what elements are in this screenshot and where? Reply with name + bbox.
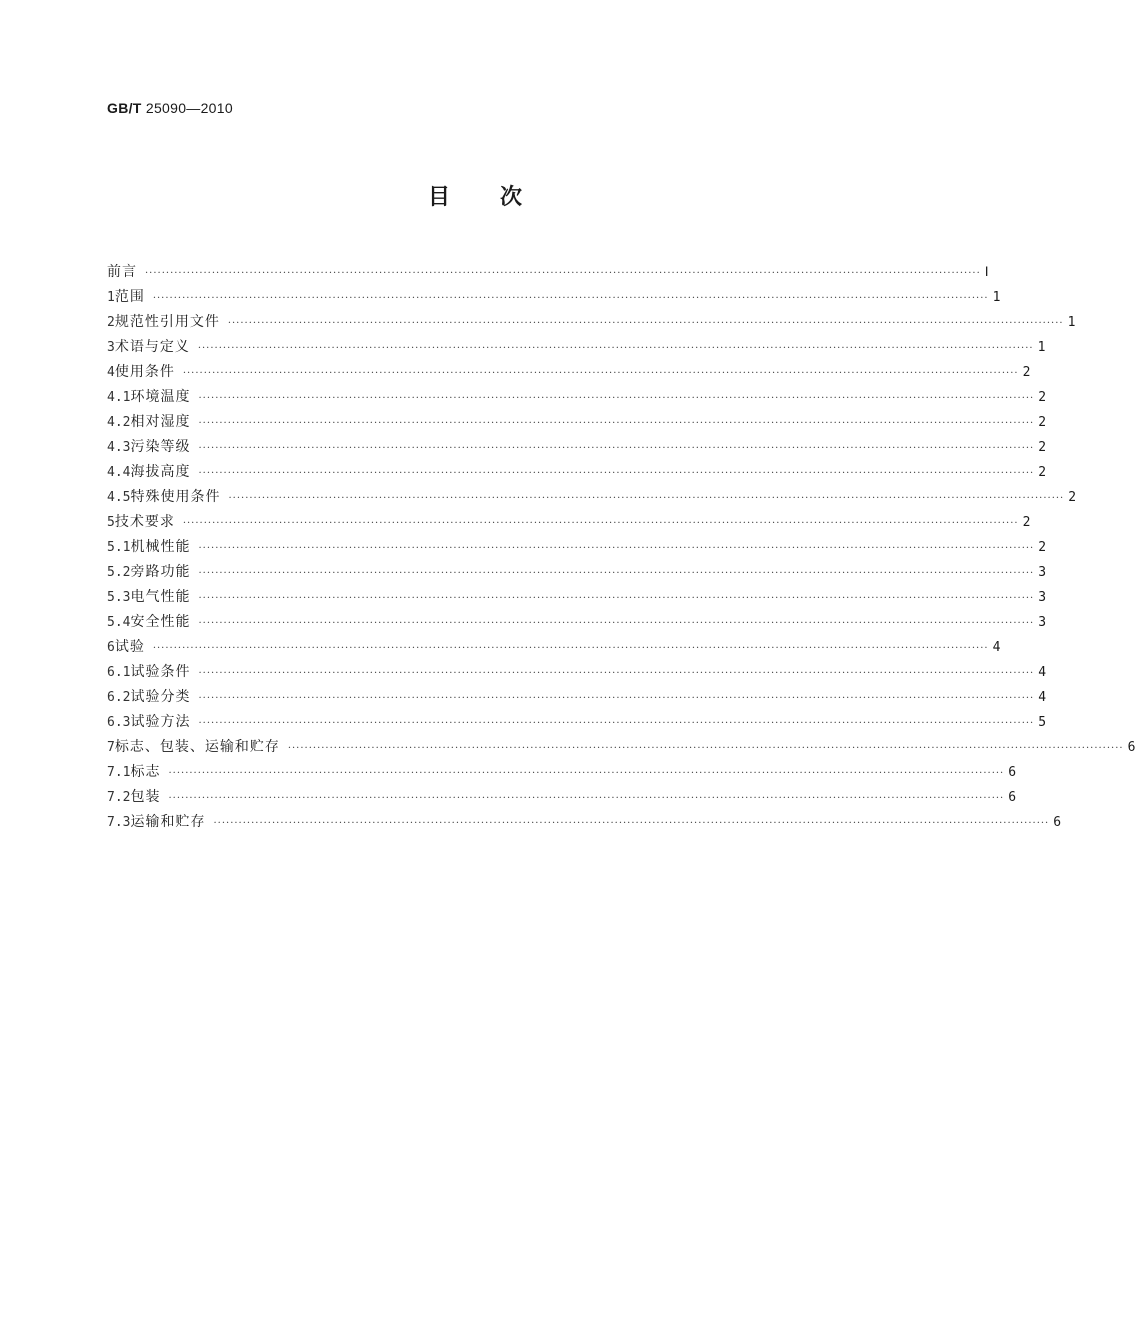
toc-entry[interactable]: [107, 660, 1047, 685]
toc-entry[interactable]: [107, 485, 1077, 510]
toc-entry-page: 6: [1053, 815, 1062, 830]
toc-entry-label: 电气性能: [130, 589, 191, 605]
toc-entry-label: 使用条件: [114, 364, 175, 380]
toc-dot-leader: ········································································································································································································: [168, 768, 1005, 779]
toc-entry-label: 环境温度: [130, 389, 191, 405]
toc-dot-leader: ········································································································································································································: [198, 718, 1035, 729]
toc-entry-page: 3: [1038, 615, 1047, 630]
toc-entry-page: 2: [1038, 390, 1047, 405]
toc-entry[interactable]: [107, 435, 1047, 460]
toc-entry-label: 试验分类: [130, 689, 191, 705]
toc-entry[interactable]: [107, 285, 1001, 310]
toc-entry-page: 2: [1038, 440, 1047, 455]
toc-entry[interactable]: [107, 785, 1017, 810]
toc-entry[interactable]: [107, 635, 1001, 660]
toc-entry[interactable]: [107, 535, 1047, 560]
toc-dot-leader: ········································································································································································································: [198, 443, 1035, 454]
toc-entry-number: 3: [107, 340, 115, 355]
toc-dot-leader: ········································································································································································································: [182, 518, 1019, 529]
toc-entry-number: 4.2: [107, 415, 131, 430]
toc-dot-leader: ········································································································································································································: [198, 418, 1035, 429]
toc-entry-page: 6: [1127, 740, 1135, 755]
toc-dot-leader: ········································································································································································································: [198, 543, 1035, 554]
toc-dot-leader: ········································································································································································································: [213, 818, 1050, 829]
toc-entry-label: 标志、包装、运输和贮存: [114, 739, 280, 755]
toc-entry-number: 6: [107, 640, 115, 655]
toc-entry[interactable]: [107, 710, 1047, 735]
toc-entry-label: 前言: [107, 264, 137, 280]
toc-entry-page: 1: [992, 290, 1001, 305]
toc-dot-leader: ········································································································································································································: [198, 468, 1035, 479]
toc-entry[interactable]: [107, 685, 1047, 710]
toc-dot-leader: ········································································································································································································: [145, 268, 981, 279]
toc-entry-number: 6.2: [107, 690, 131, 705]
toc-entry-number: 5.3: [107, 590, 131, 605]
toc-dot-leader: ········································································································································································································: [198, 693, 1035, 704]
toc-entry-number: 6.3: [107, 715, 131, 730]
standard-prefix: GB/T: [107, 100, 142, 116]
toc-entry-number: 4.1: [107, 390, 131, 405]
standard-number: 25090—2010: [145, 100, 233, 116]
toc-dot-leader: ········································································································································································································: [152, 643, 989, 654]
toc-entry-number: 7.1: [107, 765, 131, 780]
toc-entry-label: 安全性能: [130, 614, 191, 630]
toc-entry-label: 试验: [114, 639, 145, 655]
toc-entry-number: 4.3: [107, 440, 131, 455]
toc-entry-number: 5.4: [107, 615, 131, 630]
toc-dot-leader: ········································································································································································································: [198, 668, 1035, 679]
toc-entry-number: 5.1: [107, 540, 131, 555]
toc-entry[interactable]: [107, 735, 1135, 760]
toc-entry[interactable]: [107, 360, 1031, 385]
table-of-contents: [107, 260, 1135, 835]
toc-entry-page: 4: [1038, 665, 1047, 680]
toc-entry[interactable]: [107, 510, 1031, 535]
toc-entry-number: 5: [107, 515, 115, 530]
toc-entry-label: 相对湿度: [130, 414, 191, 430]
toc-entry-label: 试验条件: [130, 664, 191, 680]
toc-dot-leader: ········································································································································································································: [198, 568, 1035, 579]
toc-entry-label: 技术要求: [114, 514, 175, 530]
toc-entry[interactable]: [107, 610, 1047, 635]
toc-entry-page: 2: [1038, 415, 1047, 430]
toc-entry-page: 4: [992, 640, 1001, 655]
toc-entry-number: 4.5: [107, 490, 131, 505]
toc-entry-label: 规范性引用文件: [114, 314, 220, 330]
toc-dot-leader: ········································································································································································································: [228, 493, 1065, 504]
toc-entry-label: 范围: [114, 289, 145, 305]
toc-entry-number: 4: [107, 365, 115, 380]
toc-entry-number: 2: [107, 315, 115, 330]
toc-entry[interactable]: [107, 810, 1062, 835]
toc-entry-page: 2: [1038, 540, 1047, 555]
toc-entry[interactable]: [107, 560, 1047, 585]
toc-entry-page: Ⅰ: [984, 265, 989, 280]
page-title: 目次: [427, 185, 572, 210]
toc-entry-page: 4: [1038, 690, 1047, 705]
toc-dot-leader: ········································································································································································································: [197, 343, 1034, 354]
toc-entry-label: 机械性能: [130, 539, 191, 555]
toc-entry[interactable]: [107, 410, 1047, 435]
toc-entry[interactable]: [107, 335, 1046, 360]
toc-entry[interactable]: [107, 260, 989, 285]
toc-entry-page: 1: [1037, 340, 1046, 355]
toc-entry-label: 标志: [130, 764, 161, 780]
toc-dot-leader: ········································································································································································································: [152, 293, 989, 304]
toc-entry-label: 术语与定义: [114, 339, 190, 355]
toc-entry-number: 1: [107, 290, 115, 305]
toc-entry-page: 6: [1008, 790, 1017, 805]
toc-entry-page: 1: [1067, 315, 1076, 330]
toc-entry-number: 7.3: [107, 815, 131, 830]
toc-entry-page: 3: [1038, 565, 1047, 580]
toc-entry[interactable]: [107, 460, 1047, 485]
toc-entry-page: 3: [1038, 590, 1047, 605]
toc-entry[interactable]: [107, 585, 1047, 610]
toc-entry-number: 5.2: [107, 565, 131, 580]
toc-dot-leader: ········································································································································································································: [227, 318, 1064, 329]
toc-dot-leader: ········································································································································································································: [168, 793, 1005, 804]
toc-entry[interactable]: [107, 385, 1047, 410]
toc-entry-label: 旁路功能: [130, 564, 191, 580]
toc-entry-number: 7.2: [107, 790, 131, 805]
toc-dot-leader: ········································································································································································································: [287, 743, 1124, 754]
toc-entry[interactable]: [107, 760, 1017, 785]
toc-dot-leader: ········································································································································································································: [182, 368, 1019, 379]
toc-entry-label: 包装: [130, 789, 161, 805]
toc-dot-leader: ········································································································································································································: [198, 618, 1035, 629]
toc-entry-page: 2: [1038, 465, 1047, 480]
toc-entry-number: 4.4: [107, 465, 131, 480]
toc-entry-page: 6: [1008, 765, 1017, 780]
toc-entry-label: 海拔高度: [130, 464, 191, 480]
toc-entry-page: 2: [1022, 365, 1031, 380]
toc-entry-label: 污染等级: [130, 439, 191, 455]
toc-entry-page: 5: [1038, 715, 1047, 730]
standard-code: [107, 100, 233, 116]
toc-entry-label: 特殊使用条件: [130, 489, 221, 505]
toc-entry-page: 2: [1022, 515, 1031, 530]
toc-entry-page: 2: [1068, 490, 1077, 505]
toc-dot-leader: ········································································································································································································: [198, 393, 1035, 404]
toc-entry-number: 6.1: [107, 665, 131, 680]
toc-entry[interactable]: [107, 310, 1076, 335]
toc-entry-label: 试验方法: [130, 714, 191, 730]
toc-dot-leader: ········································································································································································································: [198, 593, 1035, 604]
toc-entry-label: 运输和贮存: [130, 814, 206, 830]
toc-entry-number: 7: [107, 740, 115, 755]
